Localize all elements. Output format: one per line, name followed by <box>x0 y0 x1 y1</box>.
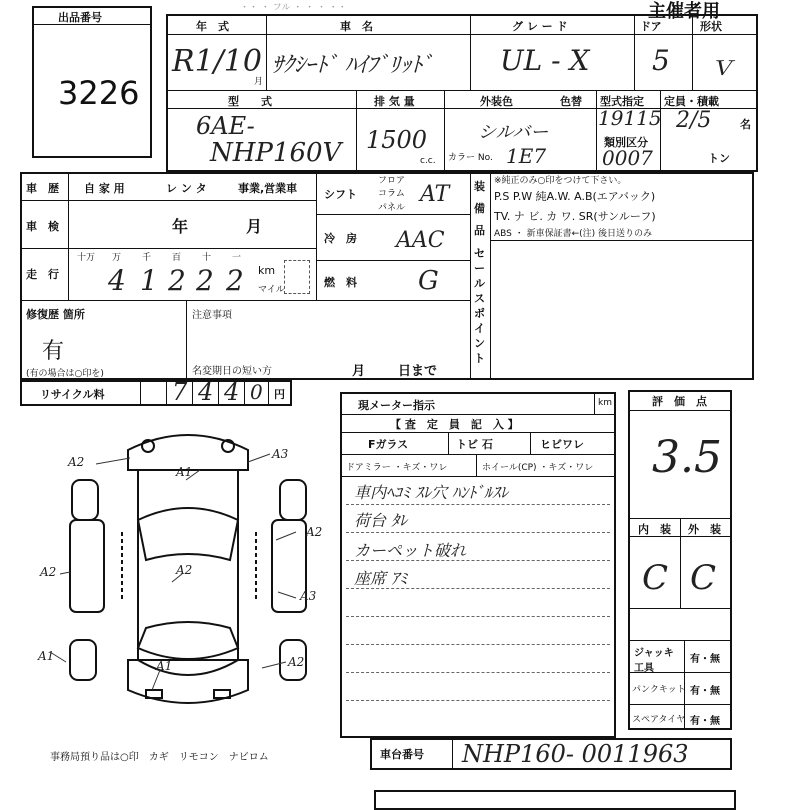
recycle-digit: 7 <box>172 378 188 406</box>
chassis-value: NHP160- 0011963 <box>462 740 689 768</box>
paint-change-label: 色替 <box>560 95 582 108</box>
inspection-month: 月 <box>246 217 263 236</box>
type-designation-value: 19115 <box>598 106 662 130</box>
damage-mark: A1 <box>176 465 193 479</box>
year-label: 年 式 <box>196 20 229 33</box>
meter-label: 現メーター指示 <box>358 399 435 412</box>
caution-label: 注意事項 <box>192 310 232 321</box>
jack-label: ジャッキ工具 <box>634 648 674 674</box>
km-unit: km <box>258 264 276 277</box>
color-no-label: カラー No. <box>448 153 493 163</box>
equipment-side-label: 装備品 <box>474 180 485 237</box>
recycle-digit: 0 <box>250 380 263 404</box>
expiry-day: 日まで <box>398 364 438 379</box>
lot-label: 出品番号 <box>58 11 102 24</box>
bottom-box-edge <box>374 790 736 810</box>
digit-header-0: 十万 <box>77 253 96 263</box>
history-business: 事業,営業車 <box>238 182 298 195</box>
type-designation-label: 型式指定 <box>600 95 644 108</box>
recycle-label: リサイクル料 <box>40 388 105 401</box>
recycle-unit: 円 <box>274 388 285 401</box>
fuel-value: G <box>418 266 439 296</box>
damage-mark: A3 <box>300 589 317 603</box>
exterior-label: 外 装 <box>688 523 721 536</box>
inspector-note: カーペット破れ <box>354 541 467 560</box>
mileage-label: 走 行 <box>26 268 59 281</box>
chassis-label: 車台番号 <box>380 748 424 761</box>
recycle-digit: 4 <box>198 378 214 406</box>
mileage-digit: 1 <box>140 264 158 297</box>
equipment-row-1: P.S P.W 純A.W. A.B(エアバック) <box>494 190 656 203</box>
score-value: 3.5 <box>652 432 722 483</box>
mile-unit: マイル <box>258 285 285 295</box>
digit-header-3: 百 <box>172 253 182 263</box>
interior-grade: C <box>642 558 669 598</box>
fglass-label: Fガラス <box>368 438 409 451</box>
exterior-grade: C <box>690 558 717 598</box>
capacity-value: 2/5 <box>676 108 712 133</box>
repair-label: 修復歴 箇所 <box>26 308 85 321</box>
copy-type-label: 主催者用 <box>648 1 720 22</box>
capacity-unit: 名 <box>740 118 751 131</box>
shape-value: ｖ <box>708 49 737 82</box>
puncture-yes-no: 有・無 <box>690 686 720 697</box>
equipment-note: ※純正のみ○印をつけて下さい。 <box>494 176 627 186</box>
meter-km: km <box>598 398 612 408</box>
inspector-section-title: 【 査 定 員 記 入 】 <box>390 418 519 431</box>
grade-label: グ レ ー ド <box>512 20 568 33</box>
inspector-note: 車内ﾍｺﾐ ｽﾚ穴 ﾊﾝﾄﾞﾙｽﾚ <box>354 483 509 502</box>
inspection-label: 車 検 <box>26 220 59 233</box>
equipment-row-3: ABS ・ 新車保証書←(注) 後日送りのみ <box>494 229 653 239</box>
digit-header-4: 十 <box>202 253 212 263</box>
color-no-value: 1E7 <box>506 144 547 168</box>
damage-mark: A1 <box>38 649 55 663</box>
color-value: シルバー <box>478 122 549 143</box>
ac-value: AAC <box>396 228 445 253</box>
inspector-note: 荷台 ﾀﾚ <box>354 511 408 530</box>
shift-value: AT <box>420 182 450 207</box>
history-label: 車 歴 <box>26 182 59 195</box>
shift-option-column: コラム <box>378 189 405 199</box>
shift-label: シフト <box>324 188 357 201</box>
repair-note: (有の場合は○印を) <box>26 369 104 379</box>
damage-mark: A2 <box>306 525 323 539</box>
spare-tire-label: スペアタイヤ <box>632 715 686 725</box>
capacity-label: 定員・積載 <box>664 95 719 108</box>
class-value: 0007 <box>602 146 653 170</box>
displacement-value: 1500 <box>366 126 428 154</box>
name-value: ｻｸｼｰﾄﾞ ﾊｲﾌﾞﾘｯﾄﾞ <box>272 53 433 78</box>
equipment-row-2: TV. ナ ビ. カ ワ. SR(サンルーフ) <box>494 210 656 223</box>
class-label: 類別区分 <box>604 136 648 149</box>
mileage-digit: 4 <box>108 264 126 297</box>
damage-mark: A3 <box>272 447 289 461</box>
doors-value: 5 <box>652 44 670 77</box>
spare-yes-no: 有・無 <box>690 716 720 727</box>
digit-header-2: 千 <box>142 253 152 263</box>
model-value-2: NHP160V <box>210 138 342 168</box>
model-label: 型 式 <box>228 95 272 108</box>
damage-mark: A2 <box>176 563 193 577</box>
shift-option-panel: パネル <box>378 203 406 213</box>
inspection-year: 年 <box>172 217 189 236</box>
displacement-unit: c.c. <box>420 156 436 166</box>
year-value: R1/10 <box>172 44 262 79</box>
color-label: 外装色 <box>480 95 513 108</box>
recycle-digit: 4 <box>224 378 240 406</box>
door-mirror-label: ドアミラー ・キズ・ワレ <box>346 463 448 473</box>
crack-label: ヒビワレ <box>540 438 584 451</box>
lot-number: 3226 <box>58 74 140 112</box>
shape-label: 形状 <box>700 20 722 33</box>
name-label: 車 名 <box>340 20 373 33</box>
wheel-label: ホイール(CP) ・キズ・ワレ <box>482 463 594 473</box>
history-private: 自 家 用 <box>84 182 125 195</box>
score-label: 評 価 点 <box>652 395 707 408</box>
mileage-digit: 2 <box>226 264 244 297</box>
top-faint-text: ・・ ・ フル ・ ・ ・ ・・ <box>240 3 347 13</box>
short-expiry-label: 名変期日の短い方 <box>192 366 272 377</box>
model-value-1: 6AE- <box>196 112 255 140</box>
doors-label: ドア <box>640 20 662 33</box>
year-unit: 月 <box>254 77 264 87</box>
mileage-digit: 2 <box>168 264 186 297</box>
puncture-kit-label: パンクキット <box>632 685 686 695</box>
damage-mark: A2 <box>40 565 57 579</box>
chip-label: トビ 石 <box>456 438 493 451</box>
history-rental: レ ン タ <box>166 182 207 195</box>
damage-mark: A2 <box>68 455 85 469</box>
damage-mark: A1 <box>156 659 173 673</box>
damage-mark: A2 <box>288 655 305 669</box>
displacement-label: 排 気 量 <box>374 95 415 108</box>
ton-unit: トン <box>708 152 730 165</box>
fuel-label: 燃 料 <box>324 276 357 289</box>
grade-value: UL - X <box>500 44 590 77</box>
digit-header-5: 一 <box>232 253 242 263</box>
shift-option-floor: フロア <box>378 176 406 186</box>
repair-value: 有 <box>42 339 65 364</box>
digit-header-1: 万 <box>112 253 122 263</box>
expiry-month: 月 <box>352 364 366 379</box>
ac-label: 冷 房 <box>324 232 357 245</box>
office-note: 事務局預り品は○印 カギ リモコン ナビロム <box>50 752 269 763</box>
sales-point-label: セールスポイント <box>474 247 485 365</box>
inspector-note: 座席 ｱﾐ <box>354 569 408 588</box>
jack-yes-no: 有・無 <box>690 654 720 665</box>
mileage-digit: 2 <box>196 264 214 297</box>
interior-label: 内 装 <box>638 523 671 536</box>
